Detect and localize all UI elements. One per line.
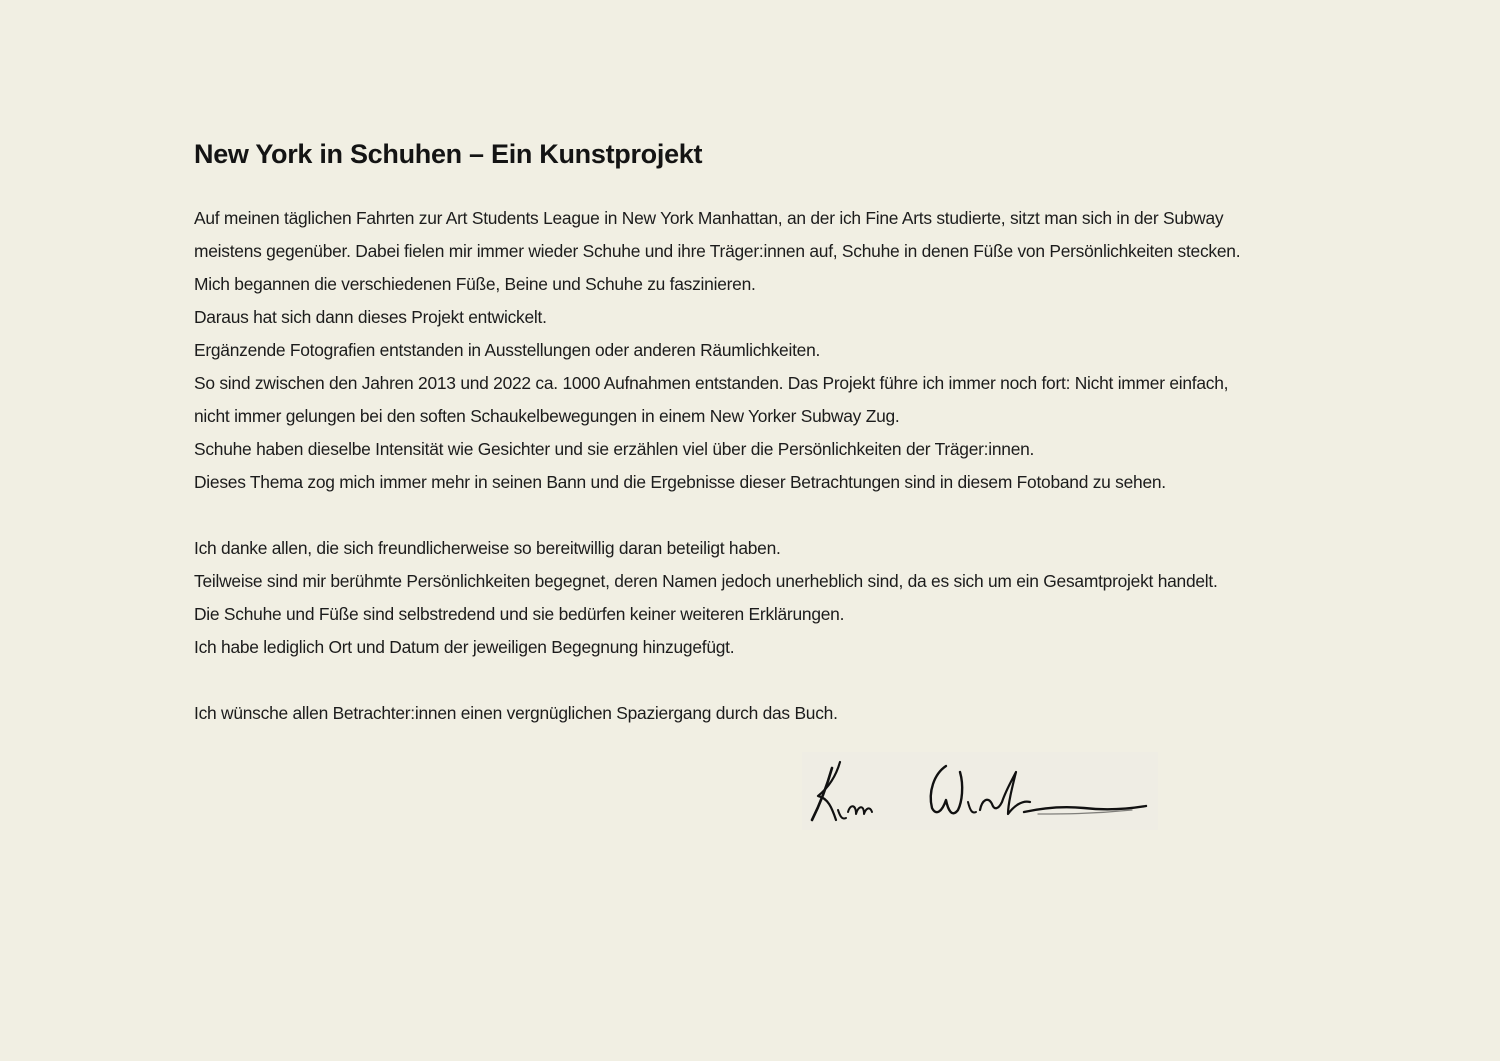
text-line: Daraus hat sich dann dieses Projekt entwickelt. <box>194 307 547 327</box>
text-line: Mich begannen die verschiedenen Füße, Beine und Schuhe zu faszinieren. <box>194 274 756 294</box>
text-line: So sind zwischen den Jahren 2013 und 2022 ca. 1000 Aufnahmen entstanden. Das Projekt führe ich immer noch fort: Nicht immer einfach, <box>194 373 1229 393</box>
text-line: meistens gegenüber. Dabei fielen mir immer wieder Schuhe und ihre Träger:innen auf, Schuhe in denen Füße von Persönlichkeiten stecken. <box>194 241 1241 261</box>
text-line: Auf meinen täglichen Fahrten zur Art Students League in New York Manhattan, an der ich Fine Arts studierte, sitzt man sich in der Subway <box>194 208 1224 228</box>
text-line: Schuhe haben dieselbe Intensität wie Gesichter und sie erzählen viel über die Persönlichkeiten der Träger:innen. <box>194 439 1035 459</box>
text-line: nicht immer gelungen bei den soften Schaukelbewegungen in einem New Yorker Subway Zug. <box>194 406 900 426</box>
text-line: Ich habe lediglich Ort und Datum der jeweiligen Begegnung hinzugefügt. <box>194 637 735 657</box>
text-line: Teilweise sind mir berühmte Persönlichkeiten begegnet, deren Namen jedoch unerheblich sind, da es sich um ein Gesamtprojekt handelt. <box>194 571 1218 591</box>
paragraph-intro <box>194 202 1344 499</box>
document-title: New York in Schuhen – Ein Kunstprojekt <box>194 139 703 169</box>
text-line: Die Schuhe und Füße sind selbstredend und sie bedürfen keiner weiteren Erklärungen. <box>194 604 845 624</box>
paragraph-spacer <box>194 664 1344 697</box>
paragraph-thanks <box>194 532 1344 664</box>
text-line: Ich wünsche allen Betrachter:innen einen vergnüglichen Spaziergang durch das Buch. <box>194 703 838 723</box>
text-line: Dieses Thema zog mich immer mehr in seinen Bann und die Ergebnisse dieser Betrachtungen sind in diesem Fotoband zu sehen. <box>194 472 1166 492</box>
handwritten-signature <box>802 752 1158 830</box>
paragraph-spacer <box>194 499 1344 532</box>
text-line: Ergänzende Fotografien entstanden in Ausstellungen oder anderen Räumlichkeiten. <box>194 340 821 360</box>
document-body <box>194 202 1344 730</box>
text-line: Ich danke allen, die sich freundlicherweise so bereitwillig daran beteiligt haben. <box>194 538 781 558</box>
document-page <box>194 136 1344 730</box>
paragraph-closing <box>194 697 1344 730</box>
